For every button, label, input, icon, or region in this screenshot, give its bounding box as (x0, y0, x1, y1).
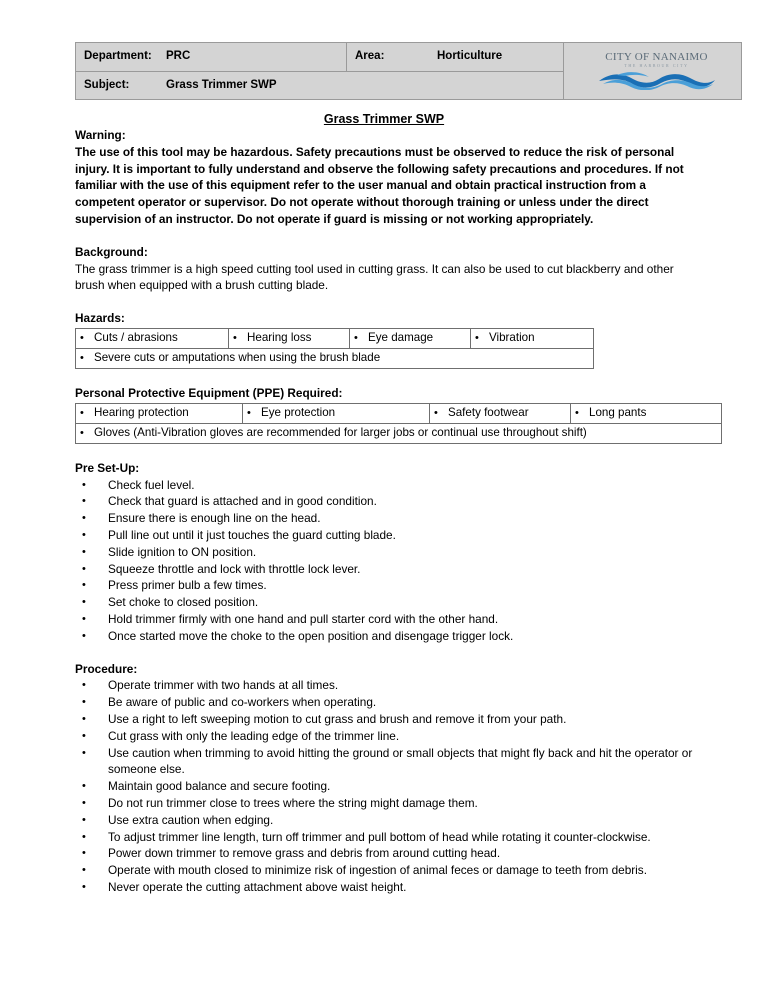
hazard-text: Eye damage (368, 330, 434, 344)
wave-icon (597, 70, 717, 90)
list-item: • Once started move the choke to the open position and disengage trigger lock. (75, 628, 708, 645)
subject-value: Grass Trimmer SWP (166, 78, 277, 91)
hazard-text: Severe cuts or amputations when using the brush blade (94, 350, 381, 364)
bullet-icon: • (434, 406, 438, 419)
table-row (76, 348, 594, 368)
ppe-cell (76, 403, 243, 423)
page-title: Grass Trimmer SWP (323, 112, 445, 126)
list-item: • Power down trimmer to remove grass and debris from around cutting head. (75, 845, 708, 862)
ppe-cell (571, 403, 722, 423)
hazard-text: Vibration (489, 330, 535, 344)
department-value: PRC (166, 50, 191, 63)
area-value: Horticulture (437, 50, 503, 63)
department-label: Department: (84, 50, 152, 63)
subject-label: Subject: (84, 78, 130, 91)
list-item: • Use extra caution when edging. (75, 812, 708, 829)
background-heading: Background: (75, 244, 148, 259)
warning-body: The use of this tool may be hazardous. Safety precautions must be observed to reduce the risk of personal injury. It is important to fully understand and observe the following safety precautions and procedures. If not familiar with the use of this equipment refer to the user manual and obtain practical instruction from a competent operator or supervisor. Do not operate without thorough training or unless under the direct supervision of an instructor. Do not operate if guard is missing or not working appropriately. (75, 144, 684, 226)
bullet-icon: • (233, 331, 237, 344)
city-of-nanaimo-logo (572, 48, 741, 94)
hazards-heading: Hazards: (75, 311, 125, 326)
warning-heading: Warning: (75, 128, 126, 142)
ppe-heading: Personal Protective Equipment (PPE) Required: (75, 385, 343, 400)
list-item: • Hold trimmer firmly with one hand and pull starter cord with the other hand. (75, 611, 708, 628)
header-cell-logo (564, 43, 742, 100)
ppe-text: Safety footwear (448, 405, 529, 419)
ppe-text: Long pants (589, 405, 647, 419)
table-row (76, 423, 722, 443)
list-item: • Ensure there is enough line on the head. (75, 510, 708, 527)
list-item: • To adjust trimmer line length, turn off trimmer and pull bottom of head while rotating it counter-clockwise. (75, 829, 708, 846)
list-item: • Pull line out until it just touches the guard cutting blade. (75, 527, 708, 544)
list-item: • Cut grass with only the leading edge of the trimmer line. (75, 728, 708, 745)
bullet-icon: • (80, 406, 84, 419)
header-row-department (76, 43, 742, 72)
table-row (76, 403, 722, 423)
hazard-cell (76, 328, 229, 348)
list-item: • Use a right to left sweeping motion to cut grass and brush and remove it from your path. (75, 711, 708, 728)
spacer (75, 228, 693, 244)
spacer (75, 444, 693, 460)
bullet-icon: • (575, 406, 579, 419)
ppe-table (75, 403, 722, 444)
ppe-text: Hearing protection (94, 405, 189, 419)
spacer (75, 369, 693, 385)
procedure-heading: Procedure: (75, 661, 138, 676)
hazard-cell (76, 348, 594, 368)
ppe-text: Eye protection (261, 405, 336, 419)
spacer (75, 294, 693, 310)
list-item: • Operate with mouth closed to minimize risk of ingestion of animal feces or damage to teeth from debris. (75, 862, 708, 879)
hazard-cell (471, 328, 594, 348)
bullet-icon: • (80, 426, 84, 439)
pre-setup-list (75, 477, 693, 645)
procedure-list (75, 677, 693, 895)
ppe-cell (430, 403, 571, 423)
list-item: • Set choke to closed position. (75, 594, 708, 611)
bullet-icon: • (80, 331, 84, 344)
header-cell-area (347, 43, 564, 72)
hazard-text: Cuts / abrasions (94, 330, 178, 344)
bullet-icon: • (80, 351, 84, 364)
logo-name-text: CITY OF NANAIMO (605, 51, 708, 63)
bullet-icon: • (354, 331, 358, 344)
ppe-cell (243, 403, 430, 423)
bullet-icon: • (475, 331, 479, 344)
hazard-text: Hearing loss (247, 330, 312, 344)
header-cell-department (76, 43, 347, 72)
list-item: • Operate trimmer with two hands at all times. (75, 677, 708, 694)
list-item: • Be aware of public and co-workers when operating. (75, 694, 708, 711)
list-item: • Maintain good balance and secure footing. (75, 778, 708, 795)
list-item: • Check fuel level. (75, 477, 708, 494)
hazard-cell (350, 328, 471, 348)
list-item: • Press primer bulb a few times. (75, 577, 708, 594)
list-item: • Do not run trimmer close to trees where the string might damage them. (75, 795, 708, 812)
list-item: • Never operate the cutting attachment above waist height. (75, 879, 708, 896)
pre-setup-heading: Pre Set-Up: (75, 460, 140, 475)
bullet-icon: • (247, 406, 251, 419)
hazard-cell (229, 328, 350, 348)
logo-tagline-text: THE HARBOUR CITY (624, 63, 689, 68)
list-item: • Slide ignition to ON position. (75, 544, 708, 561)
list-item: • Check that guard is attached and in good condition. (75, 493, 708, 510)
table-row (76, 328, 594, 348)
list-item: • Squeeze throttle and lock with throttle lock lever. (75, 561, 708, 578)
background-body: The grass trimmer is a high speed cutting tool used in cutting grass. It can also be used to cut blackberry and other brush when equipped with a brush cutting blade. (75, 261, 674, 293)
spacer (75, 645, 693, 661)
header-cell-subject (76, 71, 564, 100)
list-item: • Use caution when trimming to avoid hitting the ground or small objects that might fly back and hit the operator or someone else. (75, 745, 708, 779)
ppe-text: Gloves (Anti-Vibration gloves are recommended for larger jobs or continual use throughout shift) (94, 425, 587, 439)
hazards-table (75, 328, 594, 369)
area-label: Area: (355, 50, 385, 63)
ppe-cell (76, 423, 722, 443)
document-header-table (75, 42, 742, 100)
